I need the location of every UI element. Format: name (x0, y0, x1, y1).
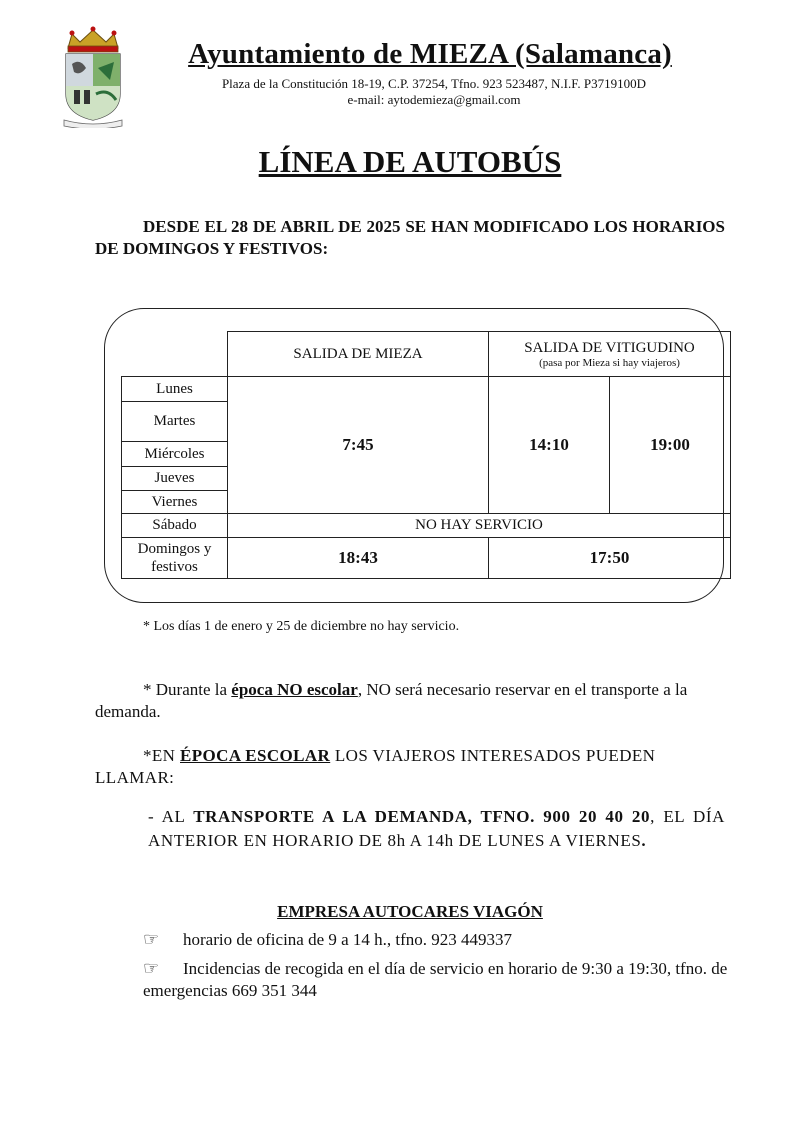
office-hours-item (143, 929, 733, 951)
p2-text-before: *EN (143, 746, 181, 765)
council-name: Ayuntamiento de MIEZA (Salamanca) (188, 38, 672, 70)
weekday-vitigudino-time-2: 19:00 (609, 376, 731, 514)
on-demand-transport-paragraph (148, 805, 725, 853)
p3-end: . (641, 831, 647, 850)
schedule-change-notice: DESDE EL 28 DE ABRIL DE 2025 SE HAN MODIFICADO LOS HORARIOS DE DOMINGOS Y FESTIVOS: (95, 217, 725, 258)
pointing-hand-icon: ☞ (143, 958, 160, 979)
p2-emphasis: ÉPOCA ESCOLAR (180, 746, 331, 765)
page-title: LÍNEA DE AUTOBÚS (258, 144, 562, 179)
day-miercoles: Miércoles (121, 441, 228, 467)
day-martes: Martes (121, 401, 228, 442)
pointing-hand-icon: ☞ (143, 929, 160, 950)
header-vitigudino-note: (pasa por Mieza si hay viajeros) (539, 356, 680, 369)
p2-text-after: LOS VIAJEROS INTERESADOS PUEDEN LLAMAR: (95, 746, 656, 787)
p3-text-before: - AL (148, 807, 194, 826)
holiday-footnote: * Los días 1 de enero y 25 de diciembre no hay servicio. (143, 619, 460, 634)
day-viernes: Viernes (121, 490, 228, 514)
p3-emphasis: TRANSPORTE A LA DEMANDA, TFNO. 900 20 40 20 (193, 807, 651, 826)
incidents-item (143, 958, 733, 1002)
company-name: EMPRESA AUTOCARES VIAGÓN (277, 902, 543, 921)
municipal-crest-icon (58, 24, 128, 128)
p1-text-before: * Durante la (143, 680, 232, 699)
header-salida-vitigudino (488, 331, 731, 377)
non-school-period-paragraph (95, 679, 725, 723)
council-email: e-mail: aytodemieza@gmail.com (347, 92, 521, 107)
header-salida-mieza: SALIDA DE MIEZA (227, 331, 489, 377)
sunday-mieza-time: 18:43 (227, 537, 489, 579)
p3-text-after: , EL DÍA ANTERIOR EN HORARIO DE 8h A 14h DE LUNES A VIERNES (148, 807, 725, 850)
header-vitigudino-label: SALIDA DE VITIGUDINO (524, 339, 695, 356)
schedule-table (121, 331, 731, 579)
p1-emphasis: época NO escolar (231, 680, 358, 699)
day-lunes: Lunes (121, 376, 228, 402)
p1-text-after: , NO será necesario reservar en el transporte a la demanda. (95, 680, 688, 721)
office-hours-text: horario de oficina de 9 a 14 h., tfno. 923 449337 (183, 930, 513, 949)
day-domingos-festivos: Domingos y festivos (121, 537, 228, 579)
incidents-text: Incidencias de recogida en el día de servicio en horario de 9:30 a 19:30, tfno. de emergencias 669 351 344 (143, 959, 728, 1000)
saturday-no-service: NO HAY SERVICIO (227, 513, 731, 538)
weekday-mieza-time: 7:45 (227, 376, 489, 514)
sunday-vitigudino-time: 17:50 (488, 537, 731, 579)
day-sabado: Sábado (121, 513, 228, 538)
council-address: Plaza de la Constitución 18-19, C.P. 37254, Tfno. 923 523487, N.I.F. P3719100D (221, 76, 647, 91)
day-jueves: Jueves (121, 466, 228, 491)
weekday-vitigudino-time-1: 14:10 (488, 376, 610, 514)
school-period-paragraph (95, 745, 725, 789)
